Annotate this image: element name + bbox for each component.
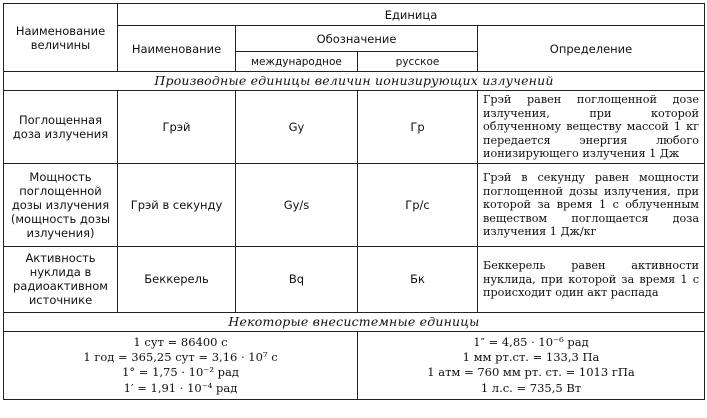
header-unit: Единица [118,4,705,26]
nonsystem-line: 1° = 1,75 · 10⁻² рад [122,365,239,380]
nonsystem-line: 1 мм рт.ст. = 133,3 Па [462,350,600,365]
section-title-derived: Производные единицы величин ионизирующих излучений [4,72,705,91]
header-unit-name: Наименование [118,26,236,72]
header-international: международное [236,52,358,72]
quantity-cell: Поглощенная доза излучения [4,91,118,164]
header-quantity-name: Наименование величины [4,4,118,72]
international-cell: Bq [236,246,358,312]
nonsystem-left-cell [4,331,358,399]
nonsystem-line: 1 сут = 86400 с [133,334,228,349]
section-title-nonsystem: Некоторые внесистемные единицы [4,312,705,331]
international-cell: Gy [236,91,358,164]
table-row [4,163,705,246]
header-russian: русское [358,52,478,72]
russian-cell: Бк [358,246,478,312]
nonsystem-line: 1 атм = 760 мм рт. ст. = 1013 гПа [427,365,635,380]
nonsystem-line: 1′ = 1,91 · 10⁻⁴ рад [123,380,238,395]
nonsystem-line: 1″ = 4,85 · 10⁻⁶ рад [473,334,589,349]
nonsystem-row [4,331,705,399]
nonsystem-right-cell [358,331,705,399]
table-row [4,246,705,312]
header-row-1 [4,4,705,26]
table-row [4,91,705,164]
unit-name-cell: Грэй в секунду [118,163,236,246]
units-table-container [3,3,705,400]
definition-cell: Беккерель равен активности нуклида, при которой за время 1 с происходит один акт распада [478,246,705,312]
section-row-derived [4,72,705,91]
header-definition: Определение [478,26,705,72]
unit-name-cell: Грэй [118,91,236,164]
russian-cell: Гр [358,91,478,164]
section-row-nonsystem [4,312,705,331]
quantity-cell: Активность нуклида в радиоактивном источнике [4,246,118,312]
quantity-cell: Мощность поглощенной дозы излучения (мощность дозы излучения) [4,163,118,246]
definition-cell: Грэй равен поглощенной дозе излучения, при которой облученному веществу массой 1 кг передается энергия любого ионизирующего излучения 1 Дж [478,91,705,164]
units-table [3,3,705,400]
unit-name-cell: Беккерель [118,246,236,312]
header-designation: Обозначение [236,26,478,52]
nonsystem-line: 1 год = 365,25 сут = 3,16 · 10⁷ с [83,350,278,365]
definition-cell: Грэй в секунду равен мощности поглощенной дозы излучения, при которой за время 1 с облученным веществом поглощается доза излучения 1 Дж/кг [478,163,705,246]
russian-cell: Гр/с [358,163,478,246]
nonsystem-line: 1 л.с. = 735,5 Вт [480,380,582,395]
international-cell: Gy/s [236,163,358,246]
